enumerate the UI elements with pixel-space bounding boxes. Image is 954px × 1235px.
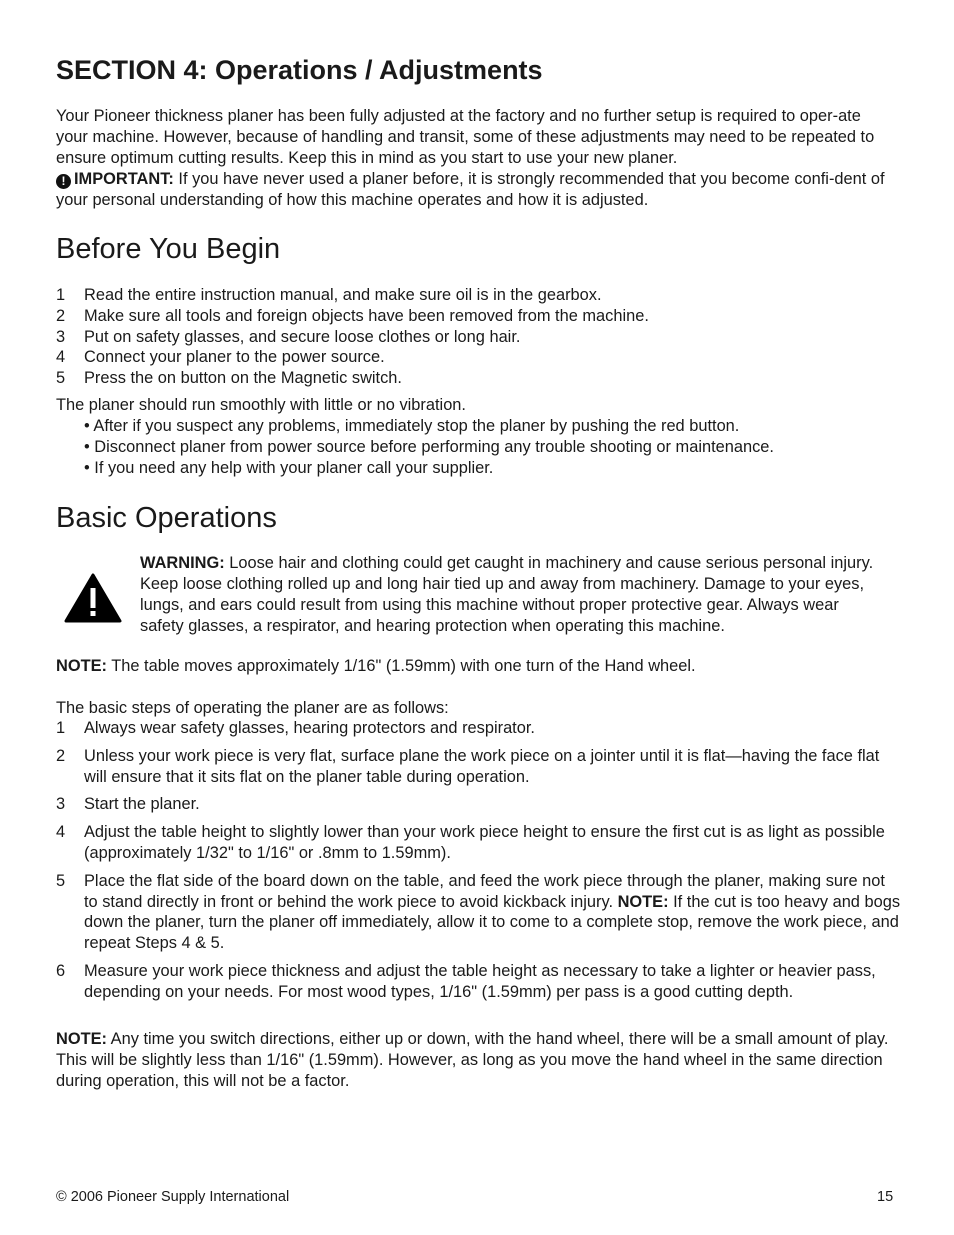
list-item: 5 Press the on button on the Magnetic switch. — [56, 369, 402, 388]
warning-icon — [64, 573, 122, 623]
intro-paragraph — [56, 106, 886, 211]
list-item: 4 Adjust the table height to slightly lower than your work piece height to ensure the first cut is as light as possible (approximately 1/32" to 1/16" or .8mm to 1.59mm). — [56, 823, 885, 862]
list-item: 5 Place the flat side of the board down on the table, and feed the work piece through the planer, making sure not to stand directly in front or behind the work piece to avoid kickback injury. NOTE: If the cut is too heavy and bogs down the planer, turn the planer off immediately, allow it to come to a complete stop, remove the work piece, and repeat Steps 4 & 5. — [56, 871, 901, 953]
bullet-item: • After if you suspect any problems, immediately stop the planer by pushing the red button. — [84, 417, 740, 435]
list-item: 1 Read the entire instruction manual, and make sure oil is in the gearbox. — [56, 286, 602, 304]
page-number: 15 — [877, 1189, 894, 1205]
steps-intro: The basic steps of operating the planer are as follows: — [56, 699, 449, 717]
footer-copyright: © 2006 Pioneer Supply International — [56, 1189, 290, 1205]
basic-heading: Basic Operations — [56, 502, 277, 534]
before-heading: Before You Begin — [56, 233, 281, 265]
intro-text: Your Pioneer thickness planer has been fully adjusted at the factory and no further setup is required to oper-ate your machine. However, because of handling and transit, some of these adjustments may need to be repeated to ensure optimum cutting results. Keep this in mind as you start to use your new planer. — [56, 107, 875, 167]
bullet-list — [84, 416, 774, 479]
important-label: IMPORTANT: — [74, 170, 174, 188]
list-item: 3 Start the planer. — [56, 795, 200, 814]
note-play: NOTE: Any time you switch directions, either up or down, with the hand wheel, there will be a small amount of play. This will be slightly less than 1/16" (1.59mm). However, as long as you move the hand wheel in the same direction during operation, this will not be a factor. — [56, 1030, 889, 1090]
section-title: SECTION 4: Operations / Adjustments — [56, 55, 543, 85]
list-item: 6 Measure your work piece thickness and adjust the table height as necessary to take a lighter or heavier pass, depending on your needs. For most wood types, 1/16" (1.59mm) per pass is a good cutting depth. — [56, 961, 876, 1001]
warning-label: WARNING: — [140, 554, 225, 572]
basic-steps — [56, 718, 901, 1003]
before-steps — [56, 285, 901, 389]
note-table-moves: NOTE: The table moves approximately 1/16" (1.59mm) with one turn of the Hand wheel. — [56, 657, 696, 675]
list-item: 3 Put on safety glasses, and secure loose clothes or long hair. — [56, 327, 521, 346]
important-text: If you have never used a planer before, it is strongly recommended that you become confi-dent of your personal understanding of how this machine operates and how it is adjusted. — [56, 170, 885, 209]
list-item: 4 Connect your planer to the power source. — [56, 348, 385, 367]
list-item: 1 Always wear safety glasses, hearing protectors and respirator. — [56, 719, 535, 737]
warning-text: WARNING: Loose hair and clothing could get caught in machinery and cause serious personal injury. Keep loose clothing rolled up and long hair tied up and away from machinery. Damage to your eyes, lungs, and ears could result from using this machine without proper protective gear. Always wear safety glasses, a respirator, and hearing protection when operating this machine. — [140, 554, 874, 635]
bullet-item: • Disconnect planer from power source before performing any trouble shooting or maintenance. — [84, 438, 774, 456]
list-item: 2 Make sure all tools and foreign objects have been removed from the machine. — [56, 306, 649, 325]
list-item: 2 Unless your work piece is very flat, surface plane the work piece on a jointer until it is flat—having the face flat will ensure that it sits flat on the planer table during operation. — [56, 746, 880, 786]
after-text: The planer should run smoothly with little or no vibration. — [56, 396, 466, 414]
important-icon: ! — [56, 174, 71, 189]
bullet-item: • If you need any help with your planer call your supplier. — [84, 459, 494, 477]
